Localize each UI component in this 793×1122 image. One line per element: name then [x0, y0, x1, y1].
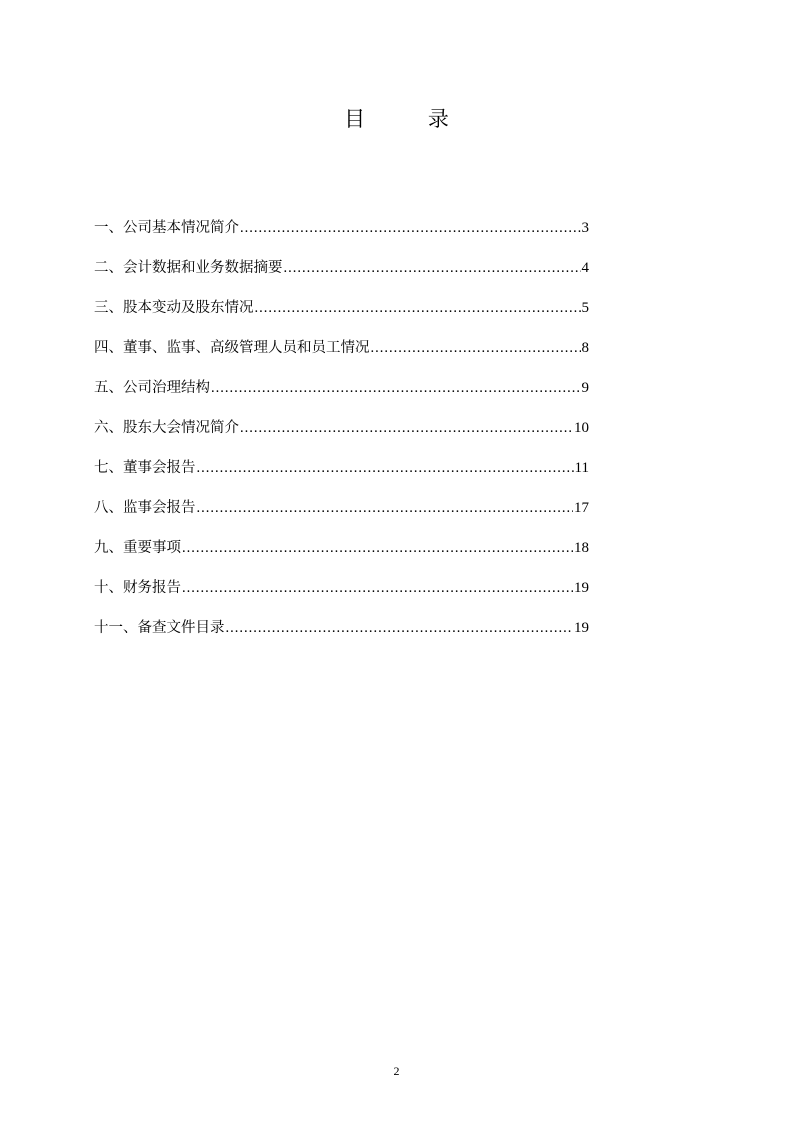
toc-entry[interactable]: [94, 416, 589, 456]
toc-entry-page: 8: [581, 340, 589, 356]
toc-entry-label: 十一、备查文件目录: [94, 620, 225, 636]
toc-entry-page: 4: [581, 260, 589, 276]
toc-entry-label: 二、会计数据和业务数据摘要: [94, 260, 283, 276]
toc-entry-label: 七、董事会报告: [94, 460, 196, 476]
toc-entry-page: 18: [574, 540, 589, 556]
toc-entry-label: 四、董事、监事、高级管理人员和员工情况: [94, 340, 370, 356]
toc-entry-page: 19: [574, 620, 589, 636]
page-number: 2: [393, 1064, 400, 1078]
toc-entry[interactable]: [94, 256, 589, 296]
toc-dot-leader: [197, 496, 574, 520]
toc-entry-label: 五、公司治理结构: [94, 380, 210, 396]
toc-dot-leader: [211, 376, 581, 400]
toc-entry[interactable]: [94, 296, 589, 336]
toc-dot-leader: [182, 576, 573, 600]
toc-entry[interactable]: [94, 576, 589, 616]
toc-dot-leader: [240, 416, 573, 440]
toc-dot-leader: [255, 296, 581, 320]
toc-entry-label: 八、监事会报告: [94, 500, 196, 516]
toc-entry-label: 六、股东大会情况简介: [94, 420, 239, 436]
toc-entry[interactable]: [94, 496, 589, 536]
toc-entry[interactable]: [94, 336, 589, 376]
toc-entry-page: 9: [581, 380, 589, 396]
toc-entry-page: 17: [574, 500, 589, 516]
toc-entry-page: 3: [581, 220, 589, 236]
toc-entry-label: 十、财务报告: [94, 580, 181, 596]
toc-entry[interactable]: [94, 536, 589, 576]
toc-entry[interactable]: [94, 616, 589, 656]
toc-dot-leader: [197, 456, 574, 480]
toc-dot-leader: [226, 616, 574, 640]
toc-entry-page: 10: [574, 420, 589, 436]
toc-entry[interactable]: [94, 456, 589, 496]
toc-dot-leader: [371, 336, 581, 360]
toc-dot-leader: [240, 216, 581, 240]
toc-dot-leader: [182, 536, 573, 560]
toc-dot-leader: [284, 256, 581, 280]
toc-entry-page: 5: [581, 300, 589, 316]
table-of-contents: [94, 216, 589, 656]
toc-entry[interactable]: [94, 376, 589, 416]
toc-entry-page: 19: [574, 580, 589, 596]
toc-entry-page: 11: [574, 460, 589, 476]
toc-entry-label: 三、股本变动及股东情况: [94, 300, 254, 316]
toc-entry-label: 九、重要事项: [94, 540, 181, 556]
toc-entry[interactable]: [94, 216, 589, 256]
page-title: 目 录: [344, 107, 477, 131]
toc-entry-label: 一、公司基本情况简介: [94, 220, 239, 236]
